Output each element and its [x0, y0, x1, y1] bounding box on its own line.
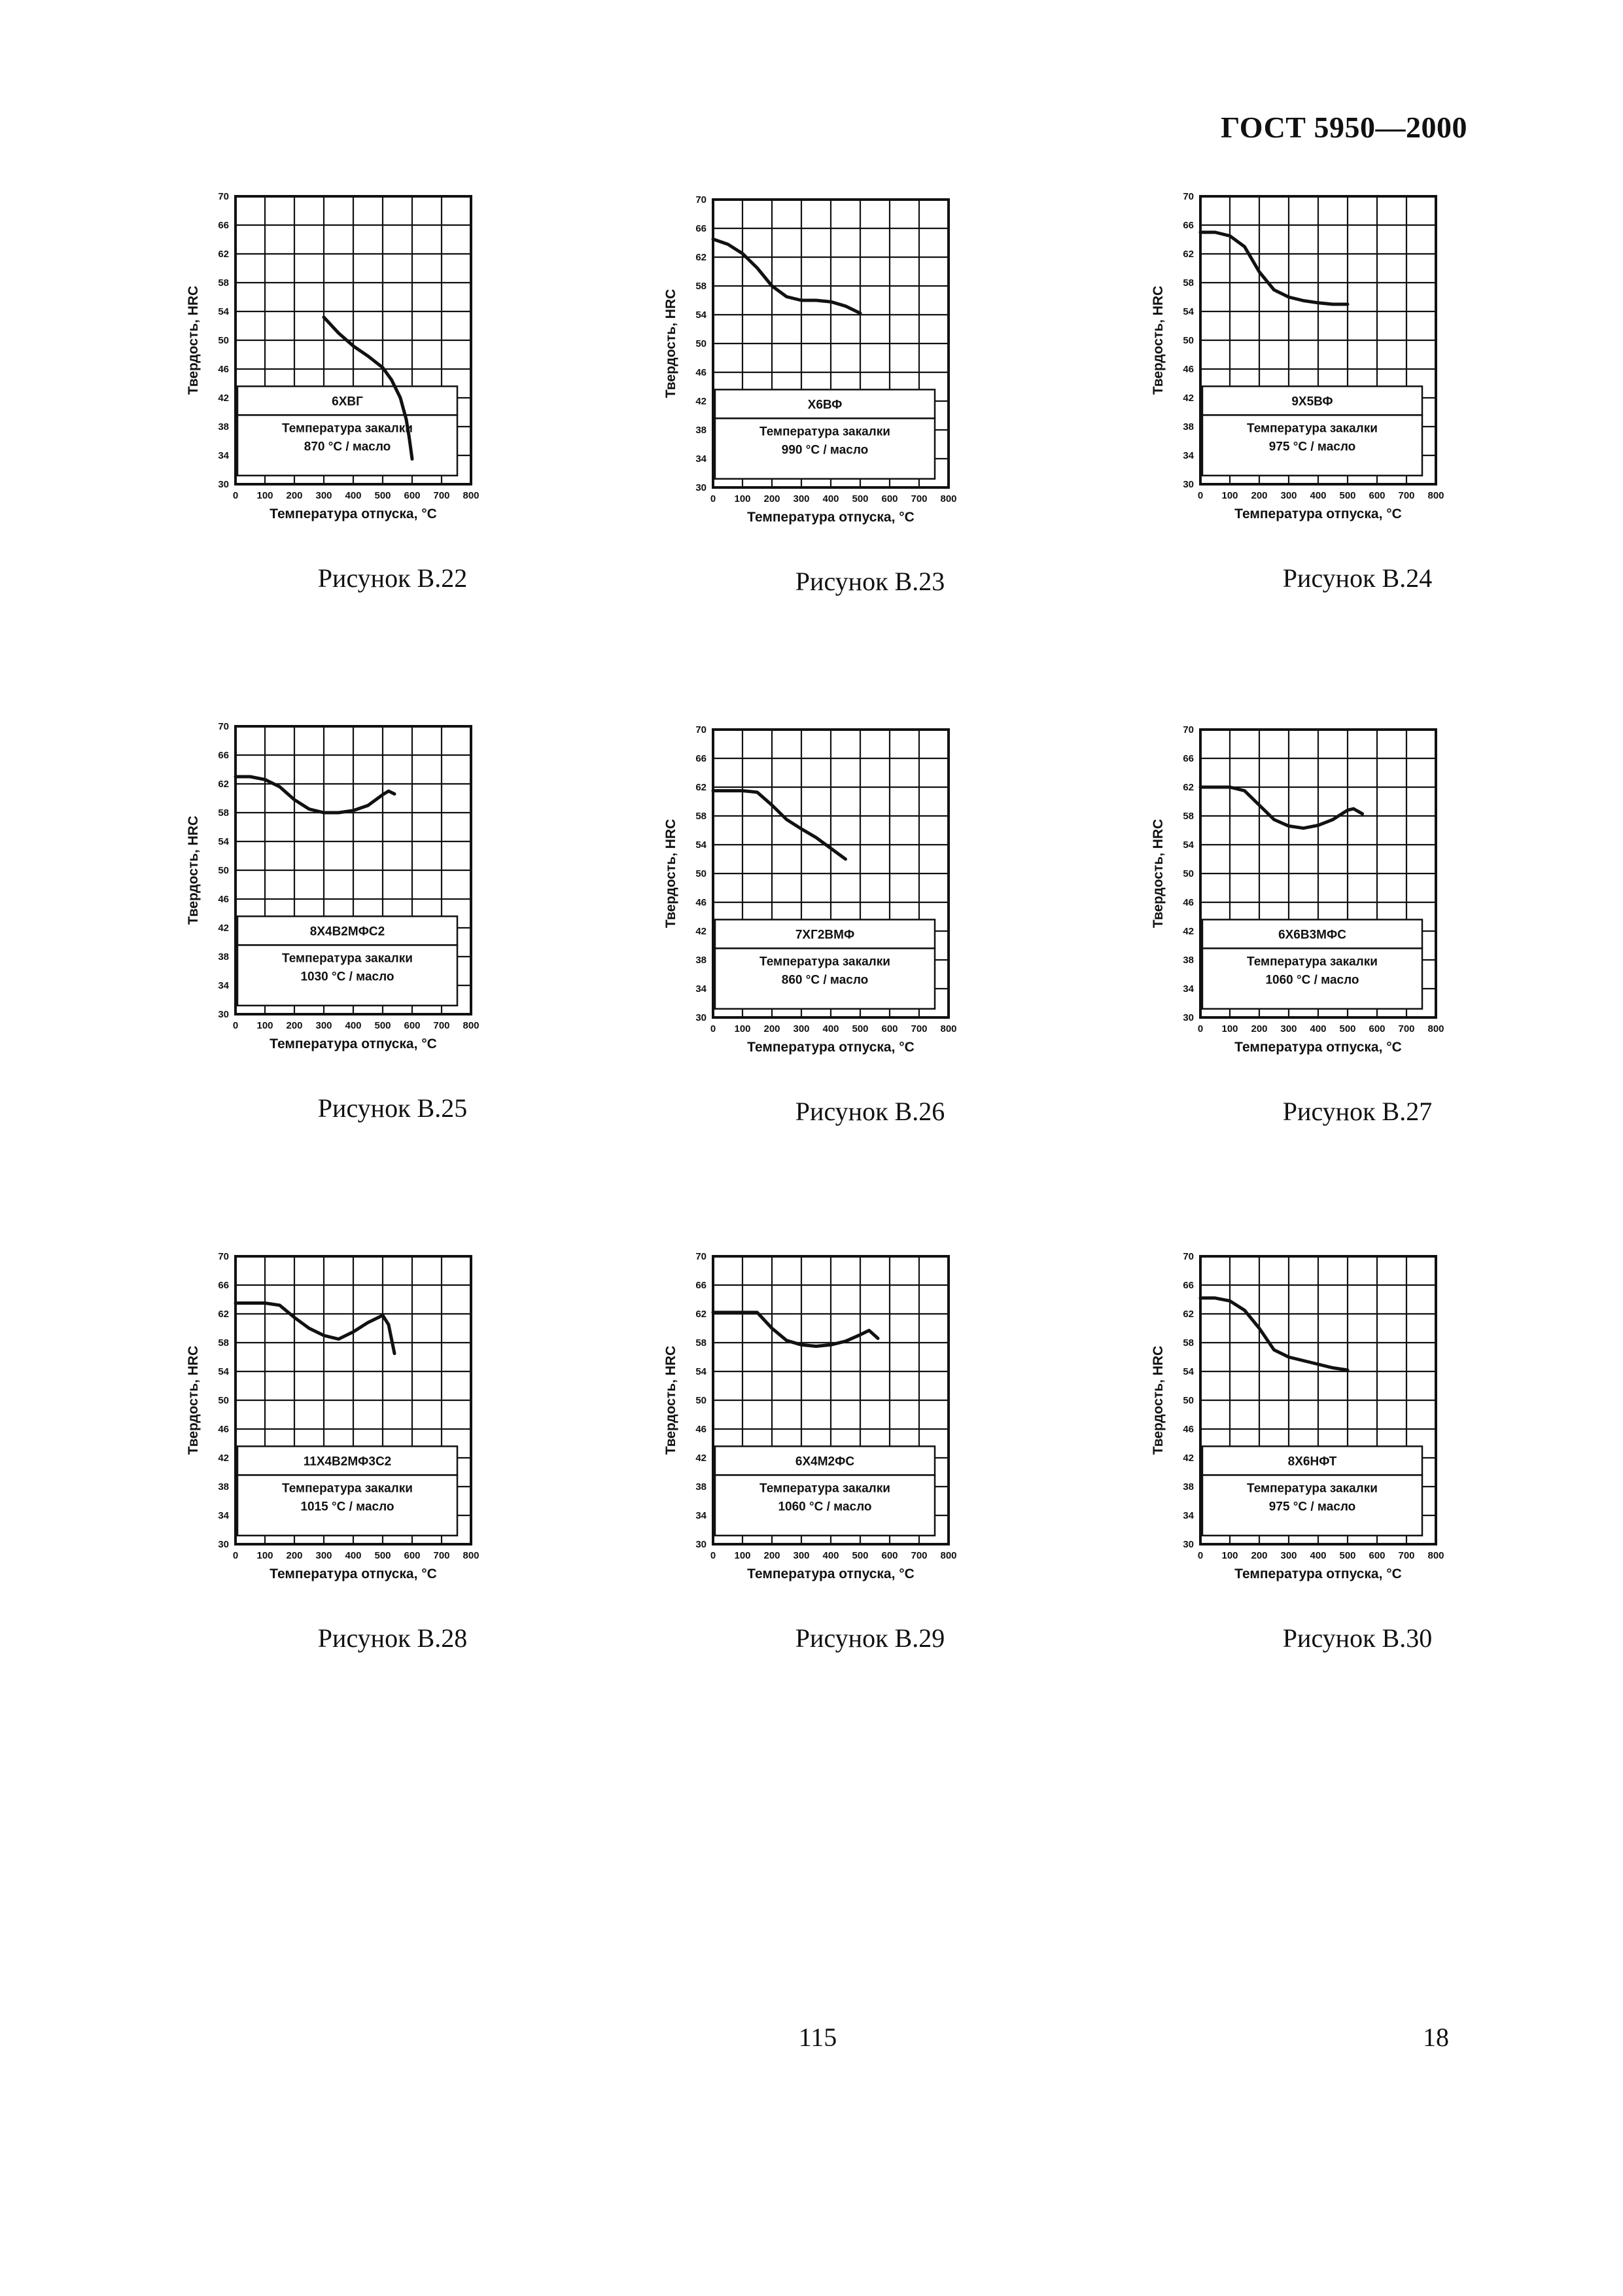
- x-tick-label: 600: [1369, 490, 1386, 501]
- y-tick-label: 66: [218, 1280, 229, 1291]
- y-tick-label: 42: [218, 923, 229, 934]
- y-tick-label: 30: [218, 1539, 229, 1550]
- x-tick-label: 200: [1251, 1023, 1268, 1034]
- y-tick-label: 30: [1183, 1539, 1194, 1550]
- x-tick-label: 500: [852, 493, 869, 504]
- hardness-curve: [236, 777, 394, 813]
- figure-caption: Рисунок В.28: [317, 1623, 468, 1653]
- quench-medium-label: 1015 °С / масло: [300, 1500, 394, 1514]
- x-tick-label: 100: [1221, 1023, 1238, 1034]
- y-tick-label: 50: [695, 1395, 707, 1406]
- chart-figure-b28: [183, 1246, 641, 1718]
- hardness-chart-b28: [183, 1246, 641, 1613]
- x-tick-label: 0: [232, 1550, 239, 1561]
- y-tick-label: 34: [1183, 1510, 1194, 1521]
- hardness-curve: [236, 1303, 394, 1354]
- y-tick-label: 54: [218, 306, 229, 317]
- figure-caption: Рисунок В.27: [1282, 1097, 1433, 1126]
- x-tick-label: 800: [462, 1550, 480, 1561]
- y-tick-label: 30: [695, 482, 707, 493]
- quench-medium-label: 1030 °С / масло: [300, 970, 394, 984]
- y-tick-label: 46: [695, 367, 707, 378]
- y-tick-label: 30: [695, 1539, 707, 1550]
- x-tick-label: 500: [374, 1550, 391, 1561]
- hardness-curve: [1200, 787, 1363, 828]
- y-tick-label: 30: [1183, 1012, 1194, 1023]
- x-tick-label: 400: [822, 1550, 839, 1561]
- y-tick-label: 58: [695, 1337, 707, 1349]
- y-tick-label: 50: [218, 1395, 229, 1406]
- quench-temperature-label: Температура закалки: [759, 1481, 890, 1496]
- y-tick-label: 46: [695, 1424, 707, 1435]
- hardness-chart-b22: [183, 186, 641, 553]
- quench-medium-label: 870 °С / масло: [304, 440, 391, 454]
- x-tick-label: 400: [1310, 1550, 1327, 1561]
- y-tick-label: 46: [1183, 364, 1194, 375]
- y-tick-label: 38: [695, 1481, 707, 1492]
- y-axis-label: Твердость, HRC: [663, 819, 678, 928]
- y-tick-label: 54: [695, 1366, 707, 1377]
- x-tick-label: 0: [1197, 490, 1204, 501]
- x-tick-label: 400: [345, 1020, 362, 1031]
- hardness-chart-b23: [661, 190, 1119, 556]
- y-tick-label: 58: [1183, 1337, 1194, 1349]
- x-tick-label: 700: [911, 493, 928, 504]
- y-axis-label: Твердость, HRC: [1151, 1345, 1166, 1455]
- quench-temperature-label: Температура закалки: [759, 955, 890, 969]
- y-tick-label: 62: [1183, 782, 1194, 793]
- y-tick-label: 70: [1183, 1251, 1194, 1262]
- x-tick-label: 400: [345, 1550, 362, 1561]
- x-tick-label: 100: [1221, 490, 1238, 501]
- y-tick-label: 34: [218, 1510, 229, 1521]
- x-tick-label: 100: [734, 493, 751, 504]
- x-tick-label: 500: [852, 1550, 869, 1561]
- y-tick-label: 54: [1183, 1366, 1194, 1377]
- y-tick-label: 62: [1183, 1309, 1194, 1320]
- x-axis-label: Температура отпуска, °С: [270, 506, 437, 521]
- y-axis-label: Твердость, HRC: [1151, 819, 1166, 928]
- y-axis-label: Твердость, HRC: [186, 815, 201, 925]
- y-tick-label: 46: [1183, 897, 1194, 908]
- x-tick-label: 100: [734, 1550, 751, 1561]
- x-tick-label: 200: [286, 1020, 303, 1031]
- y-tick-label: 42: [695, 396, 707, 407]
- x-tick-label: 0: [1197, 1023, 1204, 1034]
- y-tick-label: 54: [218, 1366, 229, 1377]
- y-tick-label: 70: [695, 724, 707, 735]
- y-axis-label: Твердость, HRC: [663, 1345, 678, 1455]
- y-tick-label: 46: [218, 894, 229, 905]
- x-tick-label: 200: [286, 490, 303, 501]
- quench-medium-label: 1060 °С / масло: [778, 1500, 872, 1514]
- y-tick-label: 62: [695, 252, 707, 263]
- y-tick-label: 46: [695, 897, 707, 908]
- x-tick-label: 100: [256, 490, 273, 501]
- y-tick-label: 70: [218, 191, 229, 202]
- x-tick-label: 200: [763, 493, 780, 504]
- x-tick-label: 300: [315, 1550, 332, 1561]
- y-tick-label: 66: [695, 753, 707, 764]
- x-axis-label: Температура отпуска, °С: [270, 1566, 437, 1581]
- y-tick-label: 50: [1183, 1395, 1194, 1406]
- x-tick-label: 200: [286, 1550, 303, 1561]
- quench-temperature-label: Температура закалки: [1247, 1481, 1378, 1496]
- x-tick-label: 400: [345, 490, 362, 501]
- steel-grade-label: 8Х4В2МФС2: [309, 925, 385, 939]
- quench-temperature-label: Температура закалки: [1247, 421, 1378, 436]
- y-tick-label: 46: [218, 364, 229, 375]
- y-tick-label: 50: [1183, 335, 1194, 346]
- y-tick-label: 38: [218, 1481, 229, 1492]
- y-tick-label: 62: [218, 249, 229, 260]
- x-tick-label: 100: [256, 1020, 273, 1031]
- y-tick-label: 50: [1183, 868, 1194, 879]
- y-axis-label: Твердость, HRC: [663, 289, 678, 398]
- y-tick-label: 54: [218, 836, 229, 847]
- x-axis-label: Температура отпуска, °С: [747, 1040, 915, 1055]
- x-tick-label: 800: [462, 490, 480, 501]
- hardness-curve: [713, 791, 846, 860]
- x-tick-label: 700: [433, 490, 450, 501]
- steel-grade-label: 8Х6НФТ: [1287, 1455, 1337, 1469]
- x-tick-label: 700: [911, 1550, 928, 1561]
- x-tick-label: 300: [1280, 1550, 1297, 1561]
- y-tick-label: 62: [218, 1309, 229, 1320]
- chart-figure-b22: [183, 186, 641, 658]
- y-tick-label: 70: [695, 1251, 707, 1262]
- y-tick-label: 58: [1183, 811, 1194, 822]
- hardness-chart-b26: [661, 720, 1119, 1086]
- y-tick-label: 54: [1183, 306, 1194, 317]
- y-tick-label: 42: [218, 1453, 229, 1464]
- y-tick-label: 42: [1183, 1453, 1194, 1464]
- y-tick-label: 30: [218, 479, 229, 490]
- figure-caption: Рисунок В.23: [795, 567, 945, 596]
- y-tick-label: 42: [695, 926, 707, 937]
- x-tick-label: 800: [1427, 1550, 1444, 1561]
- steel-grade-label: 6Х6В3МФС: [1278, 928, 1346, 942]
- x-tick-label: 400: [1310, 490, 1327, 501]
- x-axis-label: Температура отпуска, °С: [1234, 1040, 1402, 1055]
- y-tick-label: 38: [1183, 955, 1194, 966]
- hardness-chart-b30: [1148, 1246, 1606, 1613]
- quench-medium-label: 860 °С / масло: [781, 973, 869, 987]
- chart-figure-b24: [1148, 186, 1606, 658]
- chart-figure-b23: [661, 190, 1119, 661]
- steel-grade-label: 11Х4В2МФ3С2: [303, 1455, 392, 1469]
- x-tick-label: 800: [1427, 1023, 1444, 1034]
- y-tick-label: 66: [218, 750, 229, 761]
- x-tick-label: 200: [1251, 490, 1268, 501]
- figure-caption: Рисунок В.25: [317, 1093, 468, 1123]
- quench-medium-label: 975 °С / масло: [1268, 1500, 1356, 1514]
- y-tick-label: 66: [695, 1280, 707, 1291]
- y-tick-label: 62: [1183, 249, 1194, 260]
- x-tick-label: 800: [940, 1550, 957, 1561]
- document-title: ГОСТ 5950—2000: [1221, 111, 1467, 144]
- y-tick-label: 42: [1183, 926, 1194, 937]
- x-tick-label: 600: [404, 1550, 421, 1561]
- x-tick-label: 200: [1251, 1550, 1268, 1561]
- chart-figure-b30: [1148, 1246, 1606, 1718]
- y-tick-label: 54: [695, 309, 707, 321]
- x-tick-label: 800: [1427, 490, 1444, 501]
- x-tick-label: 100: [1221, 1550, 1238, 1561]
- x-tick-label: 0: [232, 1020, 239, 1031]
- x-axis-label: Температура отпуска, °С: [270, 1036, 437, 1051]
- x-axis-label: Температура отпуска, °С: [1234, 1566, 1402, 1581]
- x-tick-label: 200: [763, 1550, 780, 1561]
- x-tick-label: 600: [881, 493, 898, 504]
- x-tick-label: 500: [374, 1020, 391, 1031]
- figure-caption: Рисунок В.26: [795, 1097, 945, 1126]
- x-tick-label: 700: [433, 1550, 450, 1561]
- y-tick-label: 38: [218, 421, 229, 433]
- x-tick-label: 600: [881, 1023, 898, 1034]
- x-tick-label: 600: [404, 1020, 421, 1031]
- y-tick-label: 70: [1183, 724, 1194, 735]
- x-tick-label: 700: [1398, 1023, 1415, 1034]
- y-tick-label: 46: [218, 1424, 229, 1435]
- y-tick-label: 58: [695, 811, 707, 822]
- y-tick-label: 42: [695, 1453, 707, 1464]
- page-number: 115: [798, 2022, 837, 2052]
- x-tick-label: 600: [1369, 1550, 1386, 1561]
- x-tick-label: 0: [1197, 1550, 1204, 1561]
- quench-temperature-label: Температура закалки: [282, 1481, 413, 1496]
- x-tick-label: 800: [462, 1020, 480, 1031]
- y-tick-label: 30: [218, 1009, 229, 1020]
- quench-temperature-label: Температура закалки: [282, 951, 413, 966]
- x-tick-label: 0: [710, 1023, 716, 1034]
- x-tick-label: 300: [315, 490, 332, 501]
- y-tick-label: 58: [218, 1337, 229, 1349]
- x-tick-label: 100: [256, 1550, 273, 1561]
- y-tick-label: 58: [1183, 277, 1194, 289]
- y-tick-label: 62: [695, 1309, 707, 1320]
- x-tick-label: 0: [710, 1550, 716, 1561]
- y-tick-label: 70: [218, 721, 229, 732]
- quench-medium-label: 1060 °С / масло: [1265, 973, 1359, 987]
- x-tick-label: 500: [1339, 1023, 1356, 1034]
- y-tick-label: 58: [218, 807, 229, 819]
- x-tick-label: 800: [940, 1023, 957, 1034]
- x-tick-label: 300: [793, 493, 810, 504]
- y-tick-label: 38: [695, 425, 707, 436]
- x-tick-label: 400: [822, 1023, 839, 1034]
- y-tick-label: 38: [695, 955, 707, 966]
- quench-temperature-label: Температура закалки: [1247, 955, 1378, 969]
- hardness-curve: [713, 239, 860, 313]
- x-tick-label: 400: [822, 493, 839, 504]
- x-tick-label: 700: [433, 1020, 450, 1031]
- hardness-chart-b24: [1148, 186, 1606, 553]
- y-tick-label: 66: [1183, 753, 1194, 764]
- y-tick-label: 34: [218, 450, 229, 461]
- y-tick-label: 50: [218, 335, 229, 346]
- chart-figure-b27: [1148, 720, 1606, 1191]
- y-tick-label: 58: [218, 277, 229, 289]
- x-tick-label: 500: [852, 1023, 869, 1034]
- y-tick-label: 34: [695, 453, 707, 465]
- y-tick-label: 34: [695, 983, 707, 995]
- quench-temperature-label: Температура закалки: [282, 421, 413, 436]
- x-tick-label: 0: [710, 493, 716, 504]
- x-axis-label: Температура отпуска, °С: [747, 1566, 915, 1581]
- hardness-chart-b27: [1148, 720, 1606, 1086]
- x-axis-label: Температура отпуска, °С: [747, 510, 915, 525]
- y-tick-label: 66: [695, 223, 707, 234]
- x-tick-label: 300: [1280, 1023, 1297, 1034]
- x-tick-label: 500: [1339, 490, 1356, 501]
- x-tick-label: 300: [793, 1550, 810, 1561]
- y-tick-label: 38: [1183, 421, 1194, 433]
- steel-grade-label: 7ХГ2ВМФ: [795, 928, 855, 942]
- steel-grade-label: 9Х5ВФ: [1291, 395, 1333, 409]
- steel-grade-label: 6ХВГ: [332, 395, 363, 409]
- figure-caption: Рисунок В.29: [795, 1623, 945, 1653]
- hardness-curve: [1200, 1298, 1348, 1370]
- y-tick-label: 46: [1183, 1424, 1194, 1435]
- x-tick-label: 0: [232, 490, 239, 501]
- sheet-number: 18: [1423, 2022, 1449, 2052]
- y-axis-label: Твердость, HRC: [186, 285, 201, 395]
- y-tick-label: 54: [695, 839, 707, 851]
- x-tick-label: 700: [1398, 1550, 1415, 1561]
- y-tick-label: 62: [695, 782, 707, 793]
- x-tick-label: 400: [1310, 1023, 1327, 1034]
- x-tick-label: 600: [881, 1550, 898, 1561]
- y-axis-label: Твердость, HRC: [186, 1345, 201, 1455]
- x-tick-label: 700: [911, 1023, 928, 1034]
- y-tick-label: 50: [695, 868, 707, 879]
- y-tick-label: 34: [695, 1510, 707, 1521]
- steel-grade-label: Х6ВФ: [807, 398, 843, 412]
- y-tick-label: 70: [695, 194, 707, 205]
- figure-caption: Рисунок В.22: [317, 563, 468, 593]
- x-tick-label: 200: [763, 1023, 780, 1034]
- x-tick-label: 800: [940, 493, 957, 504]
- y-tick-label: 62: [218, 779, 229, 790]
- y-tick-label: 66: [1183, 220, 1194, 231]
- y-tick-label: 70: [1183, 191, 1194, 202]
- hardness-curve: [713, 1313, 878, 1347]
- x-tick-label: 500: [1339, 1550, 1356, 1561]
- y-tick-label: 54: [1183, 839, 1194, 851]
- y-tick-label: 30: [695, 1012, 707, 1023]
- x-tick-label: 300: [793, 1023, 810, 1034]
- y-tick-label: 34: [1183, 450, 1194, 461]
- quench-medium-label: 975 °С / масло: [1268, 440, 1356, 454]
- y-tick-label: 34: [1183, 983, 1194, 995]
- quench-temperature-label: Температура закалки: [759, 425, 890, 439]
- y-tick-label: 30: [1183, 479, 1194, 490]
- quench-medium-label: 990 °С / масло: [781, 443, 869, 457]
- x-tick-label: 700: [1398, 490, 1415, 501]
- x-tick-label: 300: [1280, 490, 1297, 501]
- chart-figure-b29: [661, 1246, 1119, 1718]
- hardness-curve: [1200, 232, 1348, 304]
- y-tick-label: 38: [1183, 1481, 1194, 1492]
- x-tick-label: 600: [1369, 1023, 1386, 1034]
- x-tick-label: 600: [404, 490, 421, 501]
- y-tick-label: 50: [218, 865, 229, 876]
- y-tick-label: 34: [218, 980, 229, 991]
- hardness-chart-b25: [183, 716, 641, 1083]
- x-tick-label: 500: [374, 490, 391, 501]
- y-tick-label: 66: [1183, 1280, 1194, 1291]
- y-tick-label: 58: [695, 281, 707, 292]
- y-tick-label: 70: [218, 1251, 229, 1262]
- x-tick-label: 100: [734, 1023, 751, 1034]
- x-axis-label: Температура отпуска, °С: [1234, 506, 1402, 521]
- chart-figure-b25: [183, 716, 641, 1188]
- y-tick-label: 50: [695, 338, 707, 349]
- figure-caption: Рисунок В.24: [1282, 563, 1433, 593]
- hardness-chart-b29: [661, 1246, 1119, 1613]
- y-axis-label: Твердость, HRC: [1151, 285, 1166, 395]
- y-tick-label: 66: [218, 220, 229, 231]
- figure-caption: Рисунок В.30: [1282, 1623, 1433, 1653]
- y-tick-label: 38: [218, 951, 229, 963]
- x-tick-label: 300: [315, 1020, 332, 1031]
- y-tick-label: 42: [218, 393, 229, 404]
- y-tick-label: 42: [1183, 393, 1194, 404]
- steel-grade-label: 6Х4М2ФС: [795, 1455, 855, 1469]
- chart-figure-b26: [661, 720, 1119, 1191]
